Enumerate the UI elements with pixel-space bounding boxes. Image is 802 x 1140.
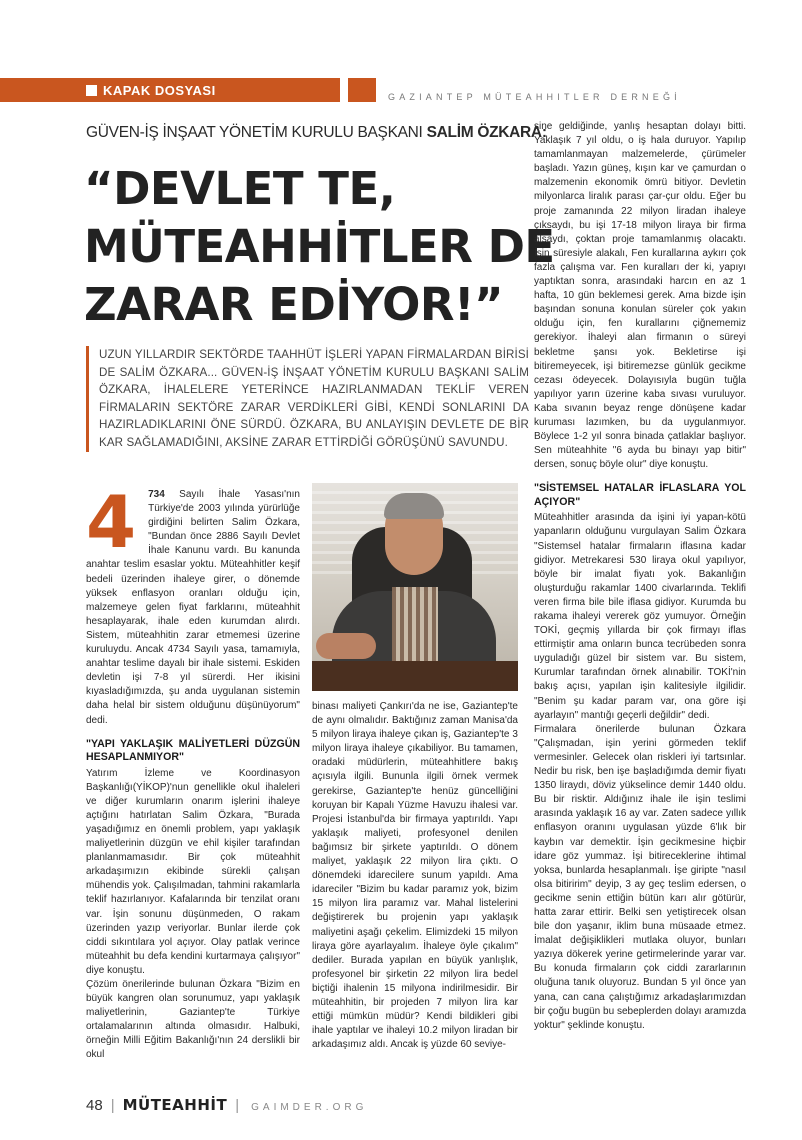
column-3-paragraph-3: Firmalara önerilerde bulunan Özkara "Çalışmadan, işin yerini görmeden teklif vermesinler. Gelecek olan riskleri iyi tartsınlar. Nedir bu risk, ben işe başladığımda demir fiyatı 1350 liraydı, döviz yükselince demir 1440 oldu. Bu bir risktir. Aldığınız ihale ile işin teslimi arasında yaklaşık 16 ay var. Zaten sadece yıllık enflasyon oranını uygulasan yüzde 6'lık bir kaybın var demektir. İşin gecikmesine hiçbir idare göz yummaz. İşi bitireceklerine ihtimal yoksa, bunlarda hesaplanmalı. İşe giripte "nasıl olsa bitiririm" deyip, 3 ay geç teslim edersen, o gecikme senin ettiğin bütün karı alır götürür, hatta zarar ettirir. Belki sen yetiştirecek olsan bile don yaşanır, iklim buna müsaade etmez. İmalat değişiklikleri mutlaka oluyor, bunları yazıya dökerek yerine getirmelerinde yarar var. Bu konuda firmaların çok ciddi zararlarının oluğuna tanık oluyoruz. Bundan 5 yıl önce yan yana, can cana çalıştığımız arkadaşlarımızdan bir çoğu bugün bu sebeplerden dolayı aramızda yoktur" şeklinde konuştu. [534, 723, 746, 1031]
column-3-heading: "SİSTEMSEL HATALAR İFLASLARA YOL AÇIYOR" [534, 482, 746, 508]
headline-line-2: MÜTEAHHİTLER DE [84, 220, 555, 273]
header-accent-block [348, 78, 376, 102]
subtitle-name: SALİM ÖZKARA: [426, 124, 547, 141]
association-name: GAZIANTEP MÜTEAHHITLER DERNEĞİ [388, 92, 681, 102]
column-2-paragraph-1: binası maliyeti Çankırı'da ne ise, Gaziantep'te de aynı olmalıdır. Baktığınız zaman Manisa'da 5 milyon liraya ihaleye çıkan iş, Gaziantep'te 3 milyon liraya ihaleye çıkabiliyor. Bu tamamen, oradaki müdürlerin, müteahhitlere bakış açısıyla ilgili. Bununla ilgili örnek vermek gerekirse, Gaziantep'te henüz güncelliğini koruyan bir Kapalı Yüzme Havuzu ihalesi var. Projesi İstanbul'da bir firmaya yaptırıldı. Yapı yaklaşık maliyeti, profesyonel denilen bağımsız bir şirkete yaptırıldı. O dönem maliyet, yaklaşık 22 milyon lira çıktı. O dönemdeki idarecilere sunum yapıldı. Ama idareciler "Bizim bu kadar paramız yok, bizim 15 milyon lira paramız var. Mahal listelerini değiştirerek bu projenin yapı yaklaşık maliyetini aşağı çekelim. Elimizdeki 15 milyon liraya göre ayarlayalım. İhaleye öyle çıkalım" dediler. Burada yapılan en büyük yanlışlık, profesyonel bir şirketin 22 milyon lira bedel biçtiği ihalenin 15 milyona indirilmesidir. Bir müteahhitin, bir projeden 7 milyon lira kar ettiği mümkün müdür? Kendi bildikleri gibi ihale yaptılar ve ihaleyi 10.2 milyon liradan bir arkadaşımız aldı. Ancak iş yüzde 60 seviye- [312, 701, 518, 1051]
section-header-bar [0, 78, 340, 102]
square-icon [86, 85, 97, 96]
footer-separator: | [110, 1097, 115, 1114]
article-column-2 [312, 700, 518, 1052]
website-link[interactable]: GAIMDER.ORG [251, 1102, 368, 1113]
headline-line-1: “DEVLET TE, [84, 162, 396, 215]
subtitle-prefix: GÜVEN-İŞ İNŞAAT YÖNETİM KURULU BAŞKANI [86, 124, 423, 141]
person-hair [384, 493, 444, 519]
column-1-heading: "YAPI YAKLAŞIK MALİYETLERİ DÜZGÜN HESAPLANMIYOR" [86, 737, 300, 764]
magazine-logo: MÜTEAHHİT [122, 1096, 228, 1114]
footer-separator-2: | [235, 1097, 240, 1114]
article-subtitle [86, 124, 547, 142]
page-number: 48 [86, 1097, 103, 1114]
portrait-photo [312, 483, 518, 691]
column-1-paragraph-1-text: Sayılı İhale Yasası'nın Türkiye'de 2003 yılında yürürlüğe girdiğini belirten Salim Özkara, "Bundan önce 2886 Sayılı Devlet İhale Kanunu vardı. Bu kanunda anahtar teslim esaslar yoktu. Müteahhitler keşif bedeli üzerinden ihaleye girer, o dönemde yüksek enflasyon oranları olduğu için, malzemeye gelen fiyat farklarını, müteahhit hesaplayarak, ihale eden kurumdan alırdı. Sistem, müteahhitin zarar etmemesi üzerine kuruluydu. Ancak 4734 Sayılı yasa, tamamıyla, anahtar teslime dayalı bir ihale sistemi. Eskiden devletin işi 7-8 yıl sürerdi. Her ikisini kıyasladığımızda, şu anda uygulanan sistemin daha helal bir sistem olduğunu düşünüyorum" dedi. [86, 489, 300, 726]
page-footer [86, 1096, 367, 1114]
column-1-paragraph-2: Yatırım İzleme ve Koordinasyon Başkanlığı(YİKOP)'nun genellikle okul ihaleleri ve diğer kurumların onarım işlerini ihaleye açtığını hatırlatan Salim Özkara, "Burada yaşadığımız en önemli problem, yapı yaklaşık maliyetlerinin düzgün ve ehil kişiler tarafından planlanmamasıdır. Bir çok müteahhit arkadaşımızın ekibinde sürekli çalışan mühendis yok. Çalışılmadan, tahmini rakamlarla teklif hazırlanıyor. Kafalarında bir tenzilat oranı var. İşin sonunu düşünmeden, O rakam üzerinden yazıp veriyorlar. Bunlar ilerde çok ciddi sıkıntılara yol açıyor. Olay patlak verince müteahhit bu defa kendini kurtarmaya çalışıyor" diye konuştu. [86, 767, 300, 976]
article-headline [84, 160, 555, 334]
desk [312, 661, 518, 691]
person-hand [316, 633, 376, 659]
section-label: KAPAK DOSYASI [103, 82, 216, 98]
article-column-1 [86, 480, 300, 1063]
column-3-paragraph-1: sine geldiğinde, yanlış hesaptan dolayı bitti. Yaklaşık 7 yıl oldu, o iş hala duruyor. Yapılıp tamamlanmayan malzemelerde, çürümeler başladı. Yazın güneş, kışın kar ve çamurdan o malzemenin ekonomik ömrü bitiyor. Devletin milyonlarca liralık parası çar-çur oldu. Eğer bu proje zamanında 22 milyon liradan ihaleye çıksaydı, bu işi 17-18 milyon liraya bir firma alsaydı, çoktan proje tamamlanmış olacaktı. İşin süresiyle alakalı, Fen kurallarına aykırı çok fazla çalışma var. Fen kuralları der ki, yapıyı yaptıktan sonra, arasındaki harcın en az 1 hafta, 10 gün beklemesi gerek. Ama bizde işin başından sonuna konulan süreler çok yakın olduğu için, fen kurallarını çiğnememiz gerekiyor. İhaleyi alan firmanın o süreyi bekletme şansı yok. Bekletirse işi bitiremeyecek, işi bitiremezse günlük gecikme cezası ödeyecek. Dolayısıyla bugün tuğla yapılıyor yarın üzerine kaba sıvası vuruluyor. Kaba sıvanın beyaz renge dönüşene kadar kuruması lazımken, bu da uygulanmıyor. Böylece 1-2 yıl sonra binada çatlaklar başlıyor. Sen müteahhite "6 ayda bu binayı yap bitir" dersen, sonuç böyle olur" diye konuştu. [534, 121, 746, 471]
article-intro: UZUN YILLARDIR SEKTÖRDE TAAHHÜT İŞLERİ YAPAN FİRMALARDAN BİRİSİ DE SALİM ÖZKARA... GÜVEN-İŞ İNŞAAT YÖNETİM KURULU BAŞKANI SALİM ÖZKARA, İHALELERE YETERİNCE HAZIRLANMADAN TEKLİF VEREN FİRMALARIN SEKTÖRE ZARAR VERDİKLERİ GİBİ, KENDİ SONLARINI DA HAZIRLADIKLARINI ÖNE SÜRDÜ. ÖZKARA, BU ANLAYIŞIN DEVLETE DE BİR KAR SAĞLAMADIĞINI, AKSİNE ZARAR ETTİRDİĞİ GÖRÜŞÜNÜ SAVUNDU. [86, 346, 529, 452]
headline-line-3: ZARAR EDİYOR!” [84, 278, 504, 331]
column-3-paragraph-2: Müteahhitler arasında da işini iyi yapan-kötü yapanların olduğunu vurgulayan Salim Özkara "Sistemsel hatalar firmaların iflasına kadar gidiyor. Metrekaresi 530 liraya okul yapılıyor, böyle bir imalat fiyatı yok. Bakanlığın oluşturduğu rakamlar 1400 civarlarında. Teklifi veren firma bile bile iflasa gidiyor. Kurumda bu rakama ihaleyi vererek göz yumuyor. Örneğin TOKİ, geçmiş yıllarda bir çok firmayı iflas ettirmiştir ama onların bunca tecrübeden sonra uyguladığı güzel bir sistem var. Bu sistem, Kurumlar tarafından örnek alınabilir. TOKİ'nin bakış açısı, yapılan işin kalitesiyle ilgilidir. "Benim şu kadar param var, ona göre işi ayarlayın" mantığı geçerli değildir" dedi. [534, 512, 746, 721]
drop-cap: 4 [86, 480, 137, 564]
lead-number: 734 [148, 489, 165, 500]
column-1-paragraph-3: Çözüm önerilerinde bulunan Özkara "Bizim en büyük kangren olan sorunumuz, yapı yaklaşık maliyetlerinin, Gaziantep'te Türkiye ortalamalarının altında olmasıdır. Halbuki, örneğin Milli Eğitim Bakanlığı'nın 24 derslikli bir okul [86, 979, 300, 1061]
article-column-3 [534, 120, 746, 1033]
